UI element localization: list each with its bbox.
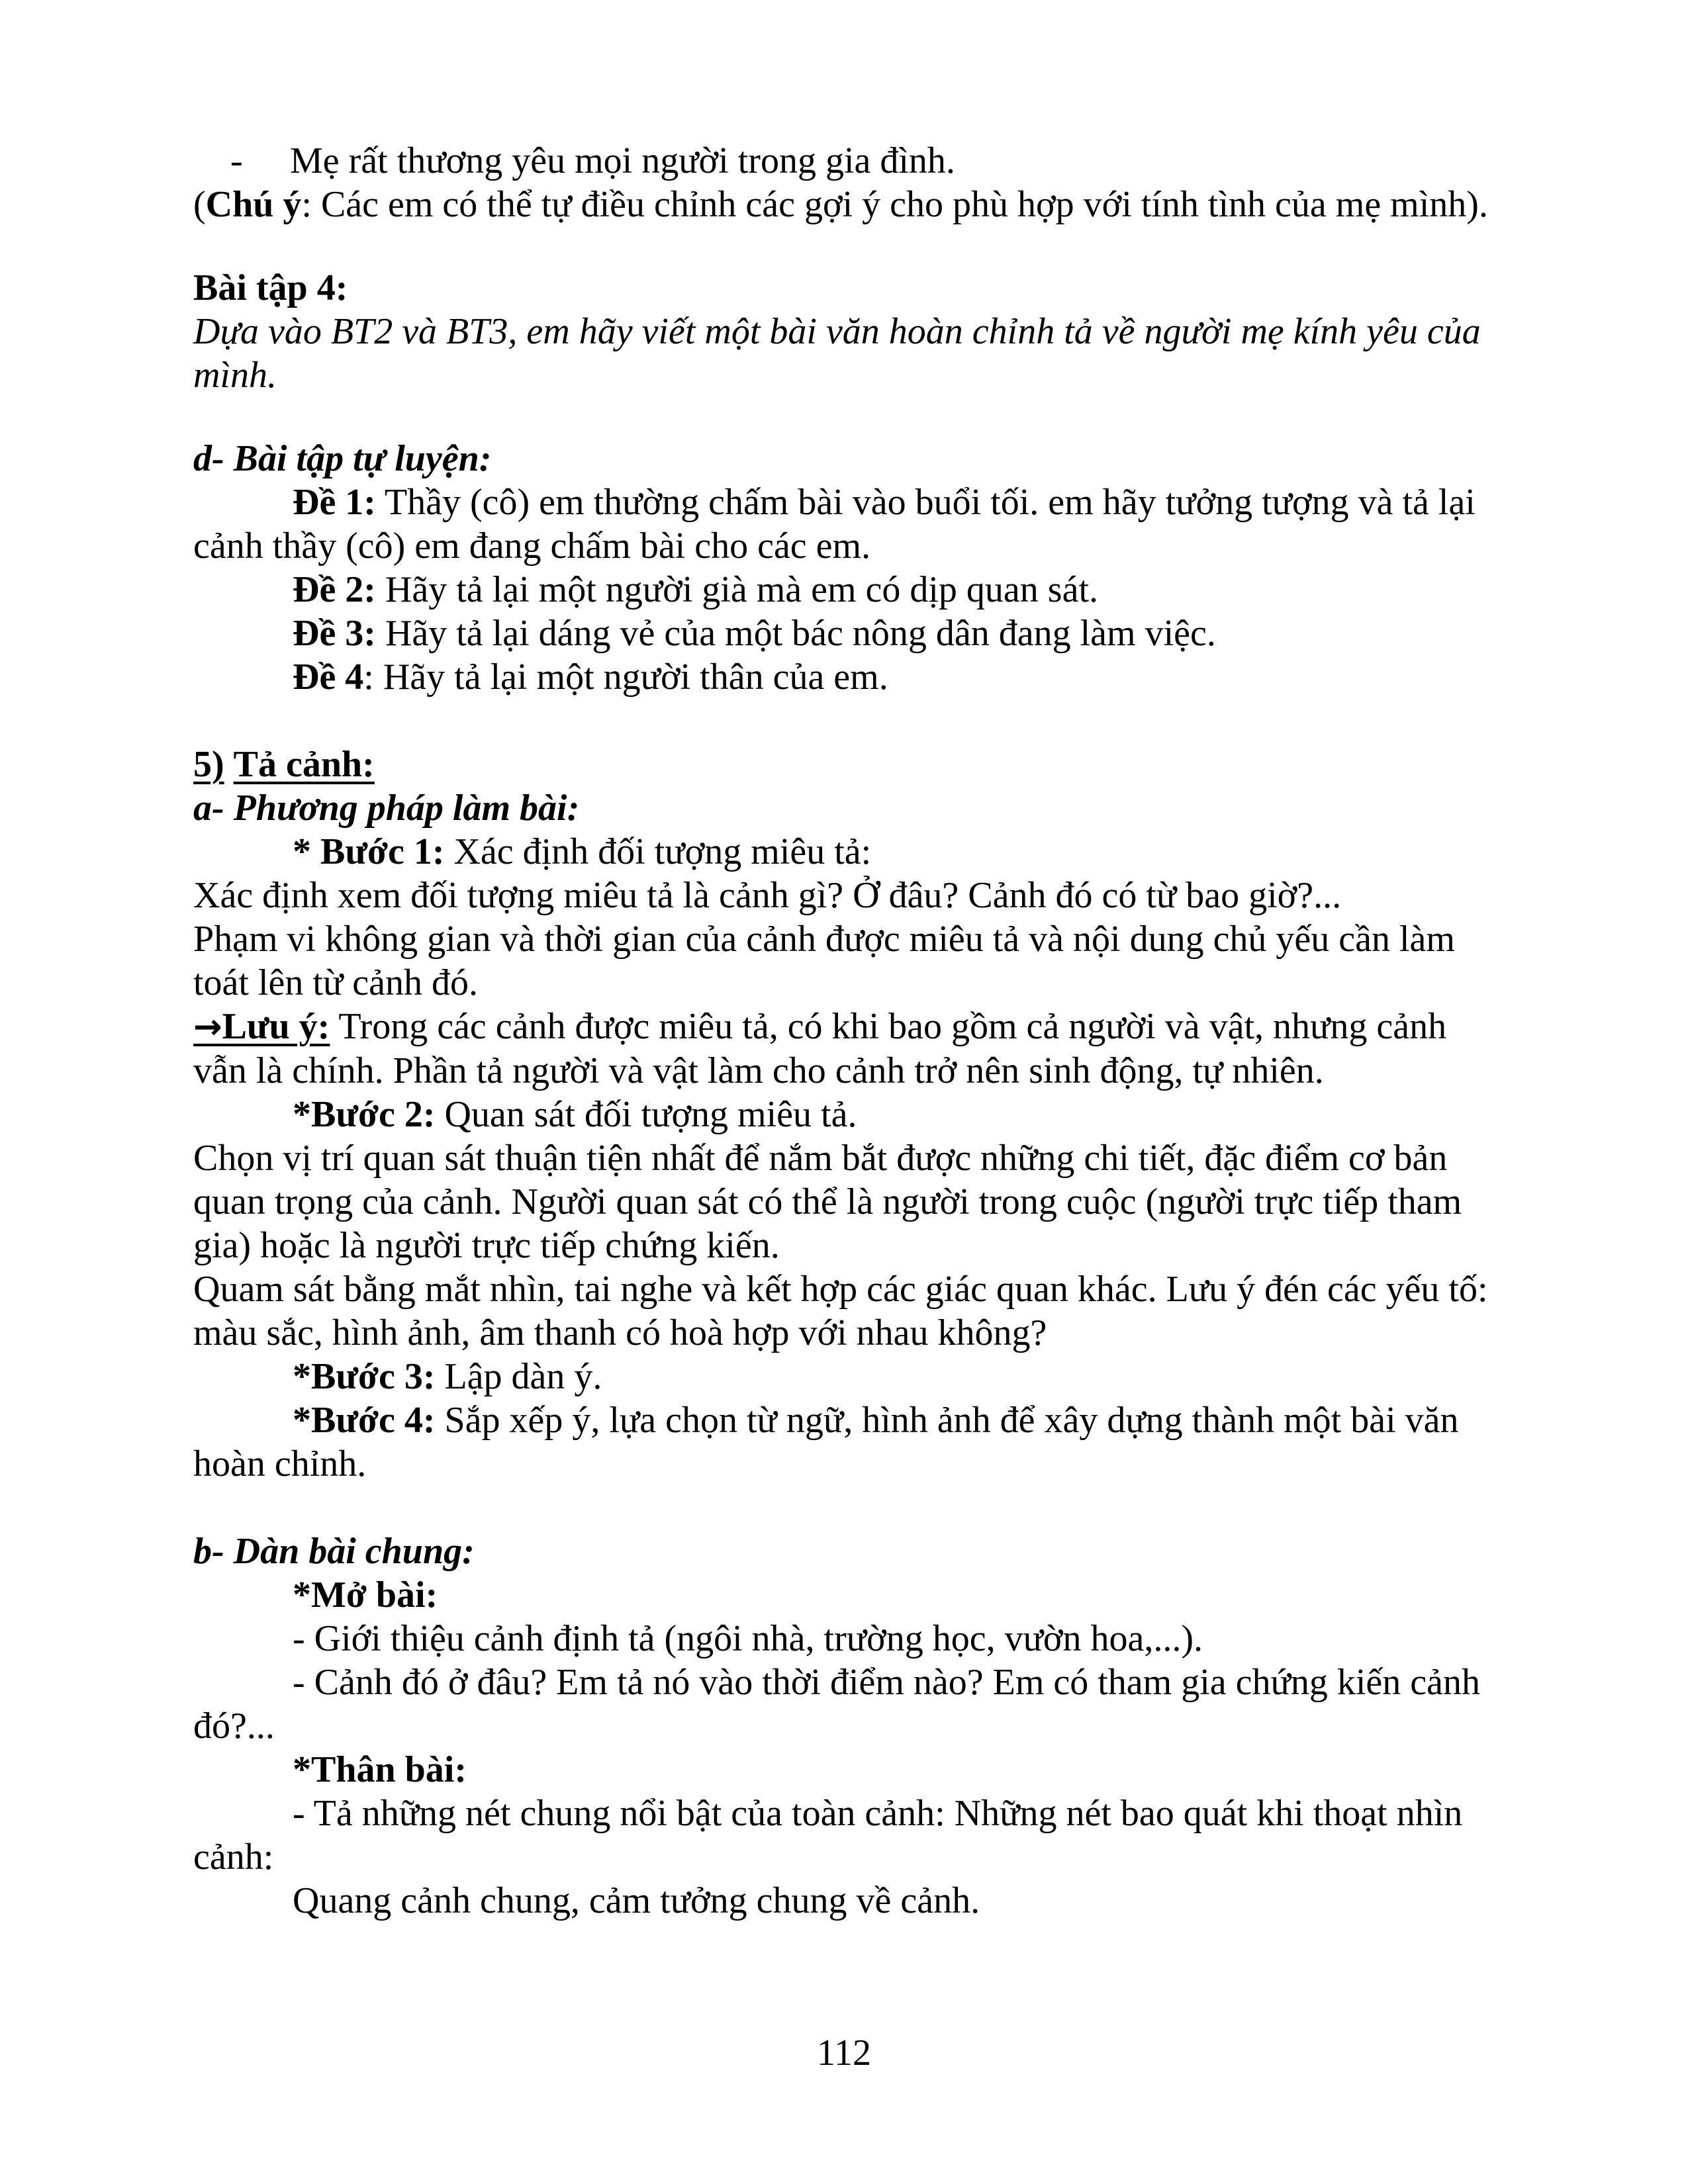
- page-number: 112: [817, 2032, 871, 2073]
- arrow-icon: →: [193, 1007, 222, 1047]
- intro-label: *Mở bài:: [293, 1574, 438, 1615]
- intro-line-2-cont: đó?...: [193, 1706, 275, 1747]
- step-4: *Bước 4: Sắp xếp ý, lựa chọn từ ngữ, hình ảnh để xây dựng thành một bài văn: [293, 1400, 1459, 1441]
- topic-1-cont: cảnh thầy (cô) em đang chấm bài cho các em.: [193, 525, 871, 567]
- note-line: (Chú ý: Các em có thể tự điều chỉnh các gợi ý cho phù hợp với tính tình của mẹ mình).: [193, 184, 1488, 225]
- note-label: Chú ý: [205, 184, 302, 225]
- method-title: a- Phương pháp làm bài:: [193, 788, 580, 829]
- topic-4: Đề 4: Hãy tả lại một người thân của em.: [293, 657, 888, 698]
- step-3: *Bước 3: Lập dàn ý.: [293, 1356, 602, 1397]
- body-line-2: Quang cảnh chung, cảm tưởng chung về cảnh.: [293, 1880, 980, 1921]
- document-page: [193, 139, 1530, 1923]
- note-2-line-2: vẫn là chính. Phần tả người và vật làm cho cảnh trở nên sinh động, tự nhiên.: [193, 1050, 1324, 1091]
- note-2-label: →Lưu ý:: [193, 1006, 330, 1047]
- step-1-line-3: toát lên từ cảnh đó.: [193, 962, 479, 1003]
- bullet-line: [193, 139, 1530, 183]
- body-line-1-cont: cảnh:: [193, 1837, 274, 1878]
- step-2-line-5: màu sắc, hình ảnh, âm thanh có hoà hợp với nhau không?: [193, 1312, 1047, 1353]
- step-1-line-1: Xác định xem đối tượng miêu tả là cảnh gì? Ở đâu? Cảnh đó có từ bao giờ?...: [193, 875, 1342, 916]
- topic-2: Đề 2: Hãy tả lại một người già mà em có dịp quan sát.: [293, 569, 1098, 610]
- step-2-line-2: quan trọng của cảnh. Người quan sát có thể là người trong cuộc (người trực tiếp tham: [193, 1181, 1462, 1222]
- step-1: * Bước 1: Xác định đối tượng miêu tả:: [293, 831, 872, 872]
- body-line-1: - Tả những nét chung nổi bật của toàn cảnh: Những nét bao quát khi thoạt nhìn: [293, 1793, 1463, 1834]
- self-practice-title: d- Bài tập tự luyện:: [193, 438, 492, 479]
- step-4-cont: hoàn chỉnh.: [193, 1443, 367, 1484]
- topic-3: Đề 3: Hãy tả lại dáng vẻ của một bác nông dân đang làm việc.: [293, 613, 1216, 654]
- exercise-4-title: Bài tập 4:: [193, 267, 348, 308]
- bullet-text: Mẹ rất thương yêu mọi người trong gia đình.: [290, 140, 955, 181]
- step-2-line-4: Quam sát bằng mắt nhìn, tai nghe và kết hợp các giác quan khác. Lưu ý đén các yếu tố:: [193, 1269, 1488, 1310]
- step-2-line-1: Chọn vị trí quan sát thuận tiện nhất để nắm bắt được những chi tiết, đặc điểm cơ bản: [193, 1138, 1448, 1179]
- intro-line-1: - Giới thiệu cảnh định tả (ngôi nhà, trường học, vườn hoa,...).: [293, 1618, 1203, 1659]
- intro-line-2: - Cảnh đó ở đâu? Em tả nó vào thời điểm nào? Em có tham gia chứng kiến cảnh: [293, 1662, 1480, 1703]
- outline-title: b- Dàn bài chung:: [193, 1531, 475, 1572]
- section-5-heading: 5) Tả cảnh:: [193, 744, 375, 785]
- bullet-dash: -: [230, 140, 243, 181]
- step-2: *Bước 2: Quan sát đối tượng miêu tả.: [293, 1094, 857, 1135]
- step-2-line-3: gia) hoặc là người trực tiếp chứng kiến.: [193, 1225, 780, 1266]
- topic-1: Đề 1: Thầy (cô) em thường chấm bài vào buổi tối. em hãy tưởng tượng và tả lại: [293, 482, 1476, 523]
- body-label: *Thân bài:: [293, 1749, 467, 1790]
- step-1-line-2: Phạm vi không gian và thời gian của cảnh được miêu tả và nội dung chủ yếu cần làm: [193, 919, 1455, 960]
- exercise-4-text: Dựa vào BT2 và BT3, em hãy viết một bài văn hoàn chỉnh tả về người mẹ kính yêu của mình.: [193, 311, 1481, 396]
- note-2-line-1: →Lưu ý: Trong các cảnh được miêu tả, có khi bao gồm cả người và vật, nhưng cảnh: [193, 1006, 1447, 1047]
